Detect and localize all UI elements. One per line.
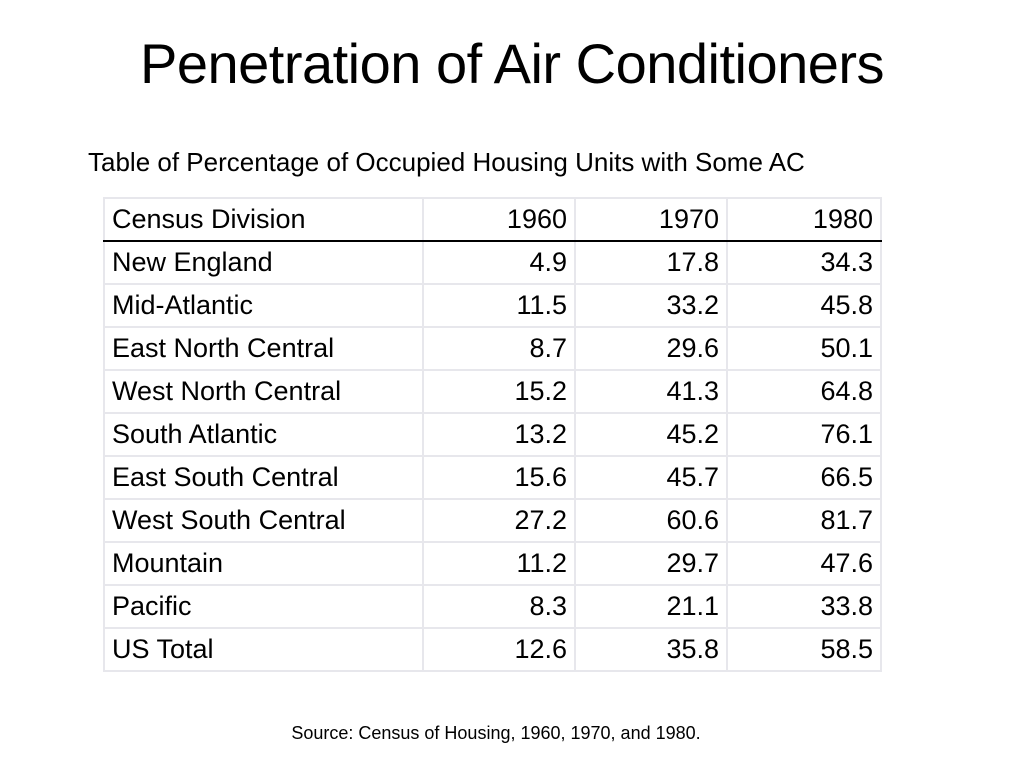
table-row (104, 499, 881, 542)
table-row (104, 456, 881, 499)
column-header-1970: 1970 (575, 198, 727, 241)
value-1960-cell: 27.2 (423, 499, 575, 542)
value-1960-cell: 15.6 (423, 456, 575, 499)
value-1980-cell: 47.6 (727, 542, 881, 585)
value-1970-cell: 17.8 (575, 241, 727, 284)
value-1970-cell: 33.2 (575, 284, 727, 327)
value-1970-cell: 41.3 (575, 370, 727, 413)
division-name-cell: New England (104, 241, 423, 284)
value-1970-cell: 29.7 (575, 542, 727, 585)
division-name-cell: East South Central (104, 456, 423, 499)
value-1960-cell: 13.2 (423, 413, 575, 456)
value-1980-cell: 45.8 (727, 284, 881, 327)
table-row (104, 284, 881, 327)
value-1970-cell: 45.7 (575, 456, 727, 499)
division-name-cell: South Atlantic (104, 413, 423, 456)
value-1960-cell: 12.6 (423, 628, 575, 671)
value-1980-cell: 76.1 (727, 413, 881, 456)
division-name-cell: Mountain (104, 542, 423, 585)
ac-penetration-table (103, 197, 882, 672)
value-1970-cell: 60.6 (575, 499, 727, 542)
value-1980-cell: 64.8 (727, 370, 881, 413)
value-1960-cell: 15.2 (423, 370, 575, 413)
division-name-cell: West South Central (104, 499, 423, 542)
source-note: Source: Census of Housing, 1960, 1970, and 1980. (291, 723, 701, 743)
value-1960-cell: 11.2 (423, 542, 575, 585)
value-1980-cell: 33.8 (727, 585, 881, 628)
value-1960-cell: 4.9 (423, 241, 575, 284)
table-row (104, 327, 881, 370)
table-caption: Table of Percentage of Occupied Housing Units with Some AC (88, 147, 805, 177)
column-header-census-division: Census Division (104, 198, 423, 241)
division-name-cell: US Total (104, 628, 423, 671)
table-row (104, 241, 881, 284)
value-1970-cell: 29.6 (575, 327, 727, 370)
table-row-total (104, 628, 881, 671)
value-1980-cell: 50.1 (727, 327, 881, 370)
value-1960-cell: 8.7 (423, 327, 575, 370)
value-1980-cell: 58.5 (727, 628, 881, 671)
column-header-1960: 1960 (423, 198, 575, 241)
table-row (104, 413, 881, 456)
value-1970-cell: 45.2 (575, 413, 727, 456)
table-row (104, 542, 881, 585)
value-1960-cell: 8.3 (423, 585, 575, 628)
column-header-1980: 1980 (727, 198, 881, 241)
table-row (104, 585, 881, 628)
value-1960-cell: 11.5 (423, 284, 575, 327)
table-row (104, 370, 881, 413)
table-header-row (104, 198, 881, 241)
division-name-cell: Mid-Atlantic (104, 284, 423, 327)
division-name-cell: East North Central (104, 327, 423, 370)
division-name-cell: Pacific (104, 585, 423, 628)
value-1980-cell: 66.5 (727, 456, 881, 499)
value-1970-cell: 21.1 (575, 585, 727, 628)
division-name-cell: West North Central (104, 370, 423, 413)
value-1970-cell: 35.8 (575, 628, 727, 671)
value-1980-cell: 81.7 (727, 499, 881, 542)
slide-title: Penetration of Air Conditioners (139, 32, 885, 95)
value-1980-cell: 34.3 (727, 241, 881, 284)
